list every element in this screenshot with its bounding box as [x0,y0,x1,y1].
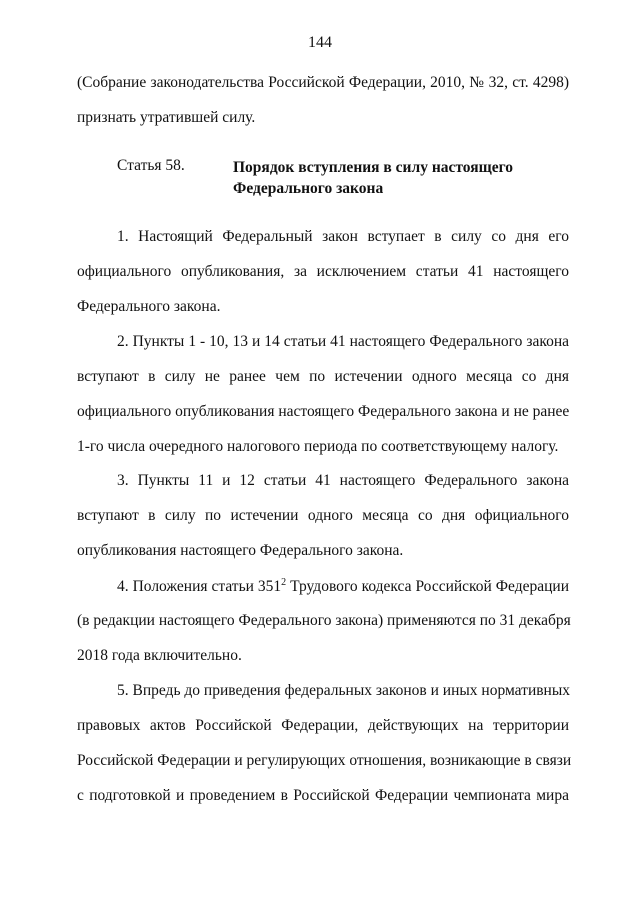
p3-line-1: 3. Пункты 11 и 12 статьи 41 настоящего Федерального закона [117,472,569,489]
p1-line-3: Федерального закона. [77,298,221,315]
intro-line-2: признать утратившей силу. [77,109,256,126]
p2-line-1: 2. Пункты 1 - 10, 13 и 14 статьи 41 настоящего Федерального закона [117,333,569,350]
article-title-line-1: Порядок вступления в силу настоящего [233,159,513,176]
p1-line-2: официального опубликования, за исключением статьи 41 настоящего [77,263,569,280]
article-title [233,157,553,199]
p5-line-3: Российской Федерации и регулирующих отношения, возникающие в связи [77,752,572,769]
article-title-line-2: Федерального закона [233,180,384,197]
intro-line-1: (Собрание законодательства Российской Федерации, 2010, № 32, ст. 4298) [77,74,569,91]
p5-line-4: с подготовкой и проведением в Российской Федерации чемпионата мира [77,787,569,804]
p4-line-1-pre: 4. Положения статьи 351 [117,578,282,595]
p4-line-3: 2018 года включительно. [77,647,242,664]
p2-line-3: официального опубликования настоящего Федерального закона и не ранее [77,403,570,420]
p4-line-2: (в редакции настоящего Федерального закона) применяются по 31 декабря [77,612,571,629]
p4-line-1-post: Трудового кодекса Российской Федерации [286,578,569,595]
p1-line-1: 1. Настоящий Федеральный закон вступает в силу со дня его [117,228,569,245]
p3-line-3: опубликования настоящего Федерального закона. [77,542,404,559]
page-number: 144 [308,34,332,51]
p4-superscript: 2 [281,577,287,588]
p2-line-4: 1-го числа очередного налогового периода по соответствующему налогу. [77,438,559,455]
article-label: Статья 58. [117,157,185,174]
p2-line-2: вступают в силу не ранее чем по истечении одного месяца со дня [77,368,569,385]
p4-line-1 [117,577,569,596]
p5-line-1: 5. Впредь до приведения федеральных законов и иных нормативных [117,682,571,699]
p5-line-2: правовых актов Российской Федерации, действующих на территории [77,717,569,734]
p3-line-2: вступают в силу по истечении одного месяца со дня официального [77,507,569,524]
